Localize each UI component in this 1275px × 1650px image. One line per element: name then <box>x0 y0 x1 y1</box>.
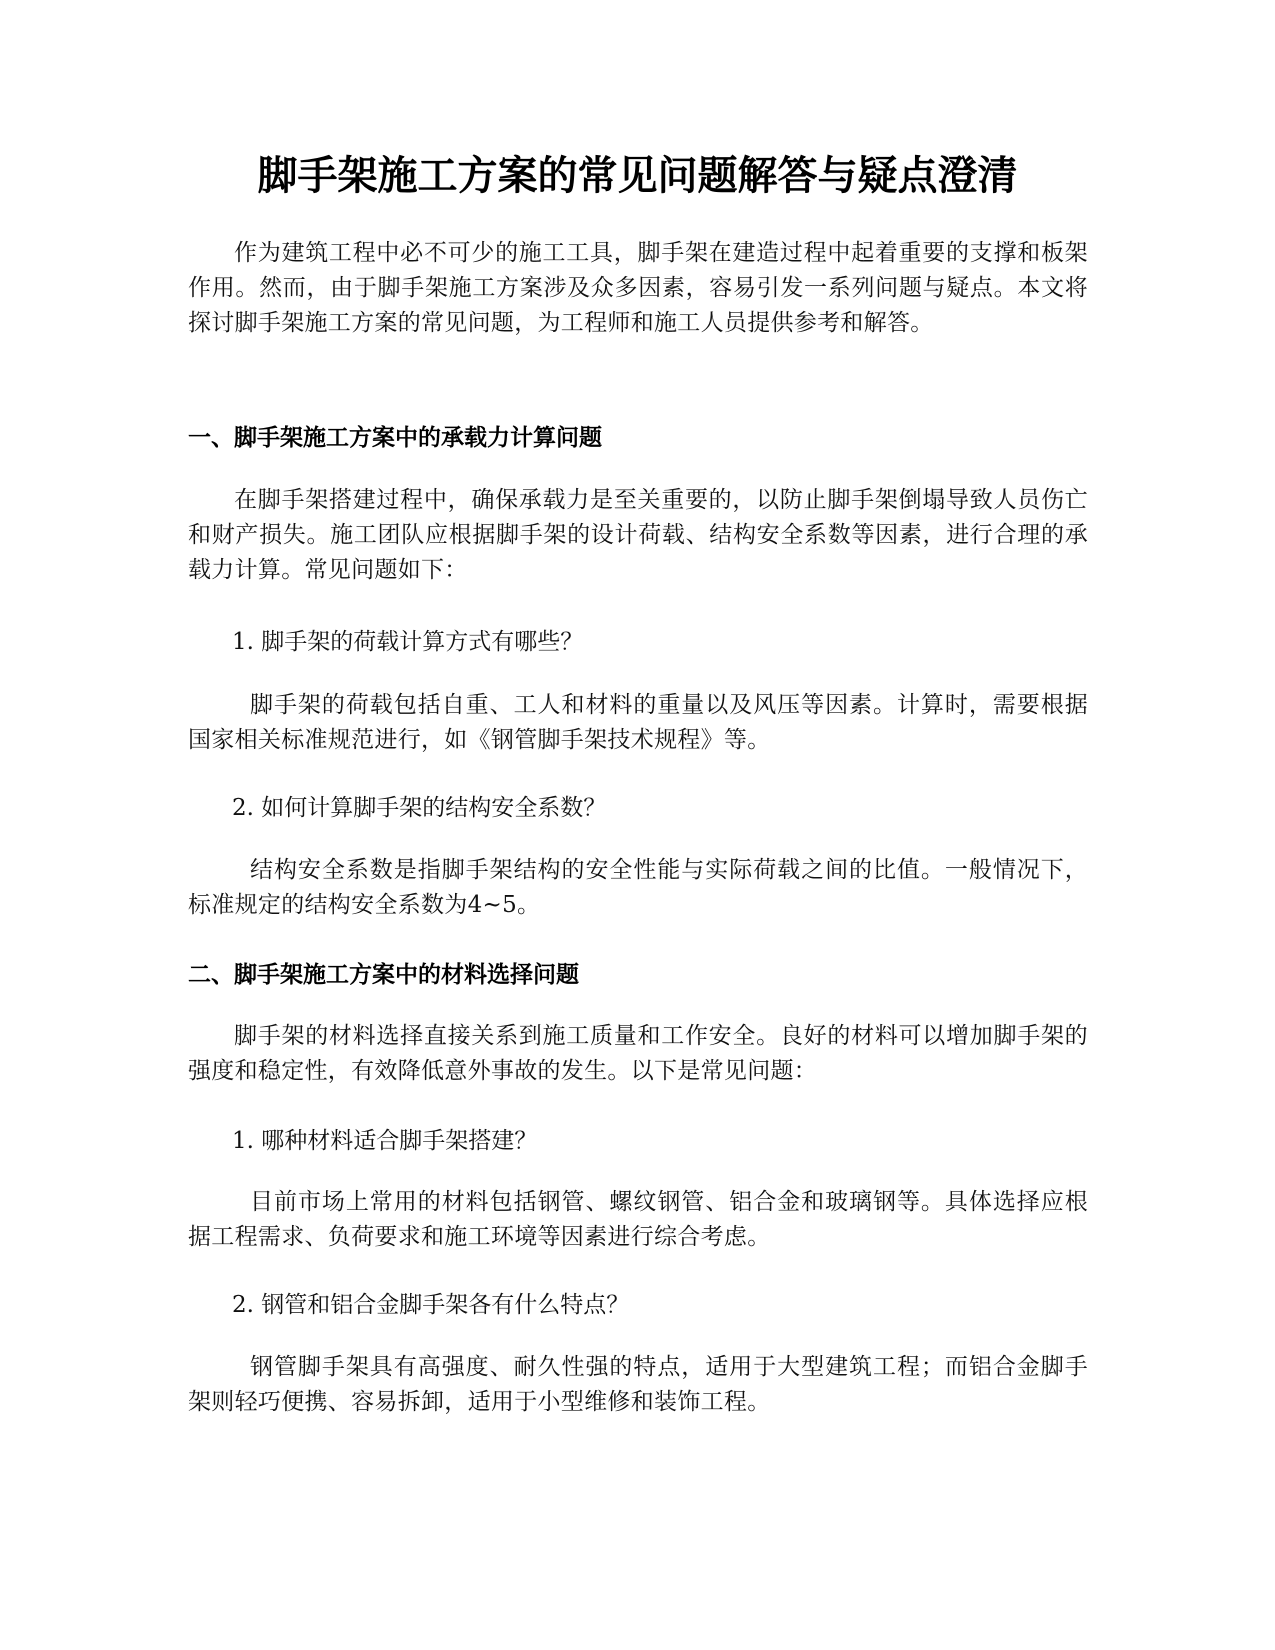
section-1-answer-2: 结构安全系数是指脚手架结构的安全性能与实际荷载之间的比值。一般情况下，标准规定的结构安全系数为4~5。 <box>188 857 1088 918</box>
section-1-intro: 在脚手架搭建过程中，确保承载力是至关重要的，以防止脚手架倒塌导致人员伤亡和财产损失。施工团队应根据脚手架的设计荷载、结构安全系数等因素，进行合理的承载力计算。常见问题如下： <box>188 487 1088 583</box>
section-2-intro: 脚手架的材料选择直接关系到施工质量和工作安全。良好的材料可以增加脚手架的强度和稳定性，有效降低意外事故的发生。以下是常见问题： <box>188 1023 1088 1084</box>
section-2-answer-1: 目前市场上常用的材料包括钢管、螺纹钢管、铝合金和玻璃钢等。具体选择应根据工程需求、负荷要求和施工环境等因素进行综合考虑。 <box>188 1189 1088 1250</box>
document-title: 脚手架施工方案的常见问题解答与疑点澄清 <box>257 153 1018 199</box>
section-1-answer-1: 脚手架的荷载包括自重、工人和材料的重量以及风压等因素。计算时，需要根据国家相关标准规范进行，如《钢管脚手架技术规程》等。 <box>188 692 1088 753</box>
section-2-question-2: 2. 钢管和铝合金脚手架各有什么特点？ <box>232 1292 630 1318</box>
section-2-heading: 二、脚手架施工方案中的材料选择问题 <box>188 962 579 988</box>
section-1-heading: 一、脚手架施工方案中的承载力计算问题 <box>188 425 602 451</box>
section-2-question-1: 1. 哪种材料适合脚手架搭建？ <box>232 1128 538 1154</box>
section-1-question-2: 2. 如何计算脚手架的结构安全系数？ <box>232 795 607 821</box>
section-1-question-1: 1. 脚手架的荷载计算方式有哪些？ <box>232 629 584 655</box>
section-2-answer-2: 钢管脚手架具有高强度、耐久性强的特点，适用于大型建筑工程；而铝合金脚手架则轻巧便携、容易拆卸，适用于小型维修和装饰工程。 <box>188 1354 1088 1415</box>
intro-paragraph: 作为建筑工程中必不可少的施工工具，脚手架在建造过程中起着重要的支撑和板架作用。然而，由于脚手架施工方案涉及众多因素，容易引发一系列问题与疑点。本文将探讨脚手架施工方案的常见问题，为工程师和施工人员提供参考和解答。 <box>188 240 1088 336</box>
